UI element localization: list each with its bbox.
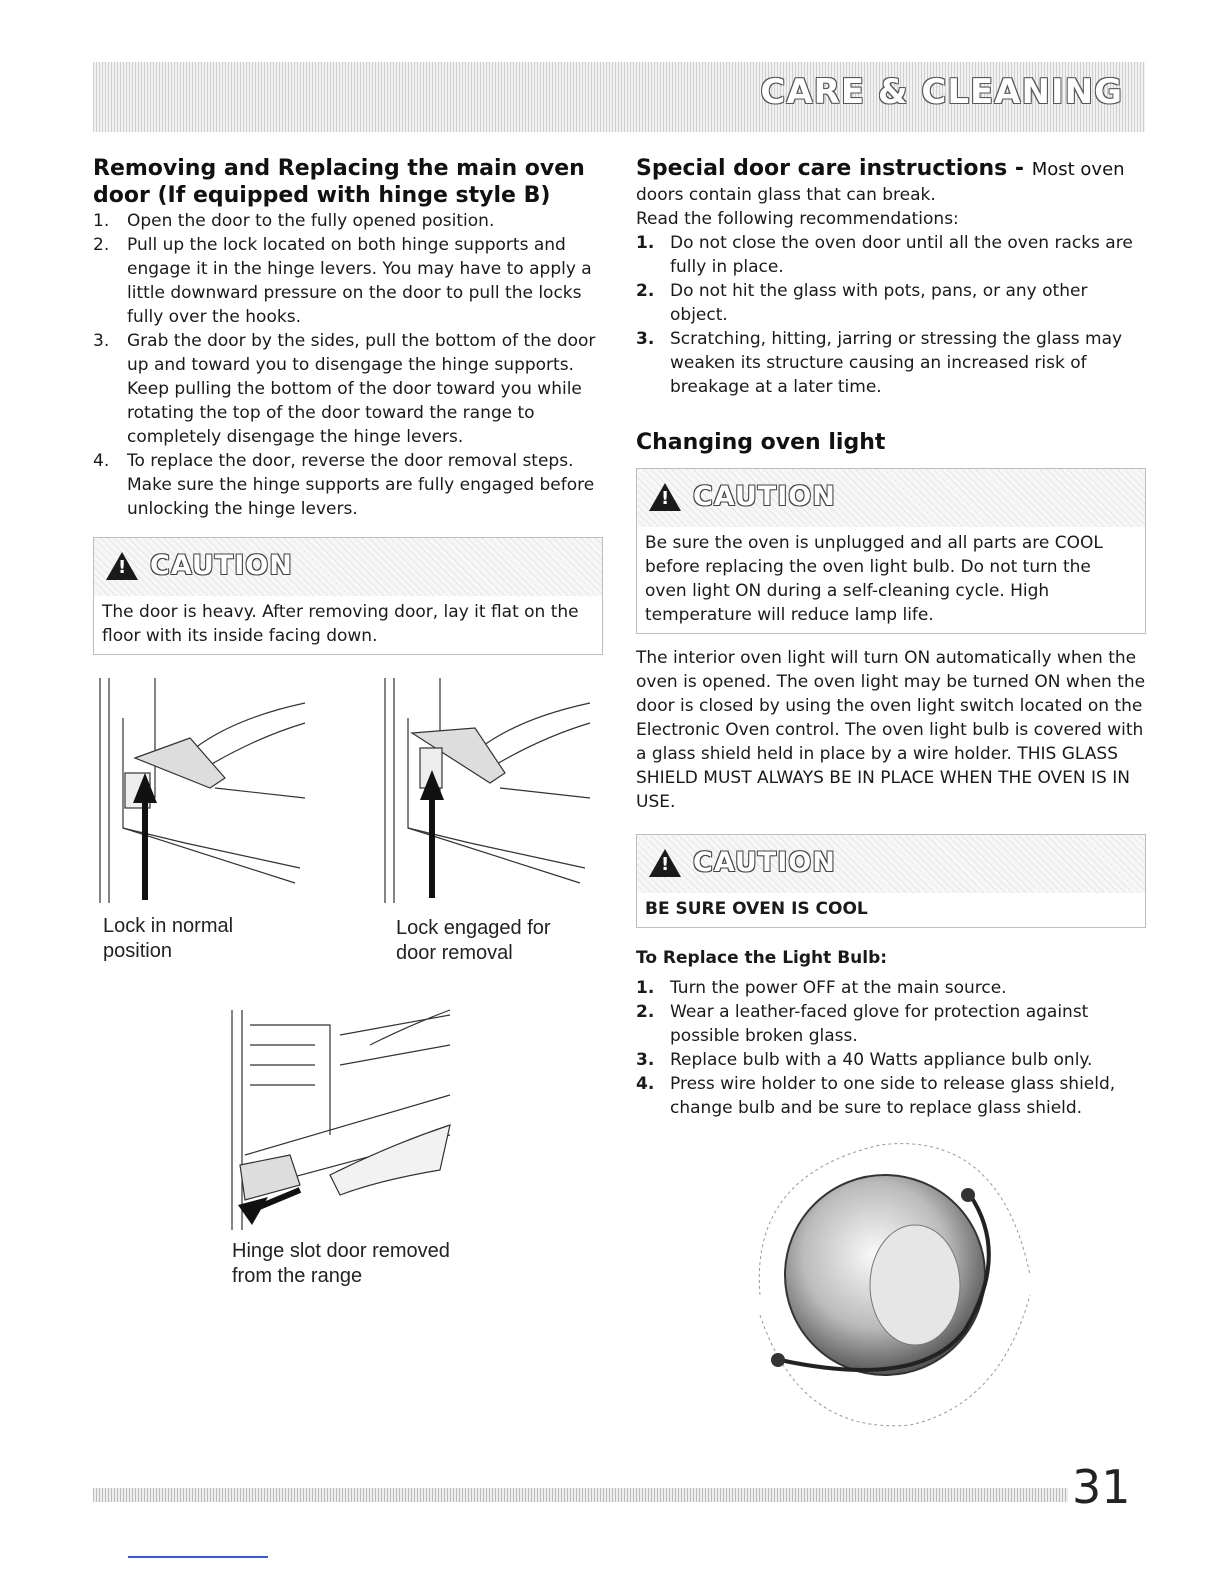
hinge-slot-illustration xyxy=(230,1005,460,1235)
hinge-slot-caption: Hinge slot door removed from the range xyxy=(232,1240,450,1287)
list-item: 1. Do not close the oven door until all the oven racks are fully in place. xyxy=(636,233,1133,277)
list-item: 1. Turn the power OFF at the main source. xyxy=(636,978,1007,998)
special-care-intro: doors contain glass that can break. xyxy=(636,185,936,205)
list-item: 3. Replace bulb with a 40 Watts appliance bulb only. xyxy=(636,1050,1093,1070)
caution-header xyxy=(637,469,1145,527)
light-caution-box xyxy=(636,468,1146,634)
warning-triangle-icon: ! xyxy=(649,849,681,877)
special-care-heading: Special door care instructions - Most oven xyxy=(636,156,1125,181)
warning-triangle-icon: ! xyxy=(649,483,681,511)
list-item: 4. Press wire holder to one side to release glass shield, change bulb and be sure to replace glass shield. xyxy=(636,1074,1116,1118)
cool-caution-box xyxy=(636,834,1146,928)
footer-strip xyxy=(93,1488,1068,1502)
page-number: 31 xyxy=(1072,1460,1131,1514)
caution-header xyxy=(94,538,602,596)
caution-text: Be sure the oven is unplugged and all parts are COOL before replacing the oven light bulb. Do not turn the oven light ON during a self-cleaning cycle. High temperature will reduce lamp life. xyxy=(645,533,1103,625)
replace-bulb-steps xyxy=(636,976,1146,1120)
lock-normal-illustration xyxy=(95,678,310,903)
special-care-steps xyxy=(636,231,1146,399)
light-bulb-figure xyxy=(740,1135,1040,1435)
special-care-intro-2: Read the following recommendations: xyxy=(636,209,959,229)
list-item: 2. Pull up the lock located on both hinge supports and engage it in the hinge levers. You may have to apply a little downward pressure on the door to pull the locks fully over the hooks. xyxy=(93,235,592,327)
list-item: 3. Grab the door by the sides, pull the bottom of the door up and toward you to disengage the hinge supports. Keep pulling the bottom of the door toward you while rotating the top of the door toward the range to completely disengage the hinge levers. xyxy=(93,331,596,447)
lock-engaged-caption: Lock engaged for door removal xyxy=(396,917,551,964)
oven-light-paragraph: The interior oven light will turn ON automatically when the oven is opened. The oven light may be turned ON when the door is closed by using the oven light switch located on the Electronic Oven control. The oven light bulb is covered with a glass shield held in place by a wire holder. THIS GLASS SHIELD MUST ALWAYS BE IN PLACE WHEN THE OVEN IS IN USE. xyxy=(636,648,1146,812)
oven-light-heading: Changing oven light xyxy=(636,430,886,455)
list-item: 1. Open the door to the fully opened position. xyxy=(93,211,495,231)
lock-engaged-figure xyxy=(380,678,595,964)
replace-bulb-heading: To Replace the Light Bulb: xyxy=(636,948,888,968)
light-bulb-illustration xyxy=(740,1135,1040,1435)
left-column xyxy=(93,155,603,655)
door-removal-heading: Removing and Replacing the main oven door (If equipped with hinge style B) xyxy=(93,156,585,208)
lock-normal-caption: Lock in normal position xyxy=(103,915,234,962)
list-item: 2. Wear a leather-faced glove for protection against possible broken glass. xyxy=(636,1002,1089,1046)
caution-text: BE SURE OVEN IS COOL xyxy=(645,899,868,919)
door-removal-steps xyxy=(93,209,603,521)
caution-label: CAUTION xyxy=(150,550,293,581)
section-title: CARE & CLEANING xyxy=(760,72,1123,112)
caution-label: CAUTION xyxy=(693,847,836,878)
hinge-slot-figure xyxy=(230,1005,460,1287)
lock-engaged-illustration xyxy=(380,678,595,903)
warning-triangle-icon: ! xyxy=(106,552,138,580)
right-column xyxy=(636,155,1146,1120)
door-caution-box xyxy=(93,537,603,655)
list-item: 2. Do not hit the glass with pots, pans, or any other object. xyxy=(636,281,1088,325)
list-item: 3. Scratching, hitting, jarring or stressing the glass may weaken its structure causing an increased risk of breakage at a later time. xyxy=(636,329,1123,397)
header-banner xyxy=(93,62,1145,132)
caution-header xyxy=(637,835,1145,893)
caution-label: CAUTION xyxy=(693,481,836,512)
list-item: 4. To replace the door, reverse the door removal steps. Make sure the hinge supports are fully engaged before unlocking the hinge levers. xyxy=(93,451,595,519)
lock-normal-figure xyxy=(95,678,310,962)
bottom-rule xyxy=(128,1556,268,1558)
caution-text: The door is heavy. After removing door, lay it flat on the floor with its inside facing down. xyxy=(102,602,579,646)
